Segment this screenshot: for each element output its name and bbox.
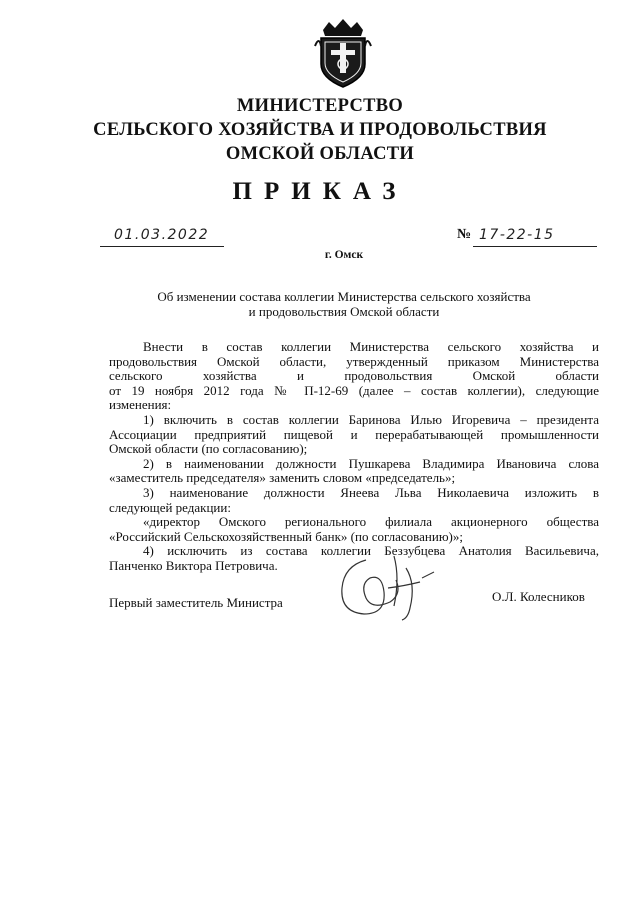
order-body	[109, 340, 599, 574]
city: г. Омск	[324, 249, 364, 261]
body-line: следующей редакции:	[109, 499, 231, 515]
body-line: 2) в наименовании должности Пушкарева Владимира Ивановича слова	[143, 455, 599, 471]
document-type: ПРИКАЗ	[232, 178, 408, 205]
body-line: изменения:	[109, 397, 172, 413]
subject-line-2: и продовольствия Омской области	[248, 304, 440, 319]
ministry-line-3: ОМСКОЙ ОБЛАСТИ	[225, 144, 415, 164]
body-line: «директор Омского регионального филиала акционерного общества	[143, 514, 599, 530]
ministry-name	[0, 94, 640, 166]
body-line: 1) включить в состав коллегии Баринова Илью Игоревича – президента	[143, 411, 599, 427]
body-line: Ассоциации предприятий пищевой и перерабатывающей промышленности	[109, 426, 599, 442]
body-line: 3) наименование должности Янеева Льва Николаевича изложить в	[143, 484, 599, 500]
ministry-line-1: МИНИСТЕРСТВО	[236, 96, 404, 116]
ministry-line-2: СЕЛЬСКОГО ХОЗЯЙСТВА И ПРОДОВОЛЬСТВИЯ	[93, 120, 547, 140]
body-line: «заместитель председателя» заменить словом «председатель»;	[109, 470, 456, 486]
number-sign: №	[457, 227, 472, 242]
handwritten-signature	[336, 548, 444, 624]
body-line: Панченко Виктора Петровича.	[109, 557, 278, 573]
order-date: 01.03.2022	[114, 227, 210, 243]
order-number-field	[457, 226, 597, 246]
body-line: Омской области (по согласованию);	[109, 441, 308, 457]
order-date-field	[100, 226, 224, 247]
body-line: 4) исключить из состава коллегии Беззубцева Анатолия Васильевича,	[143, 543, 599, 559]
body-line: сельского хозяйства и продовольствия Омской области	[109, 368, 599, 384]
body-line: «Российский Сельскохозяйственный банк» (по согласованию)»;	[109, 528, 463, 544]
omsk-coat-of-arms-icon	[313, 16, 373, 90]
signer-position: Первый заместитель Министра	[109, 595, 283, 610]
body-line: от 19 ноября 2012 года № П-12-69 (далее – состав коллегии), следующие	[109, 382, 599, 398]
signer-name: О.Л. Колесников	[492, 589, 585, 604]
subject-line-1: Об изменении состава коллегии Министерства сельского хозяйства	[157, 289, 531, 304]
order-subject	[0, 289, 640, 319]
order-number: 17-22-15	[479, 227, 555, 243]
body-line: продовольствия Омской области, утвержденный приказом Министерства	[109, 353, 599, 369]
body-line: Внести в состав коллегии Министерства сельского хозяйства и	[143, 339, 599, 354]
